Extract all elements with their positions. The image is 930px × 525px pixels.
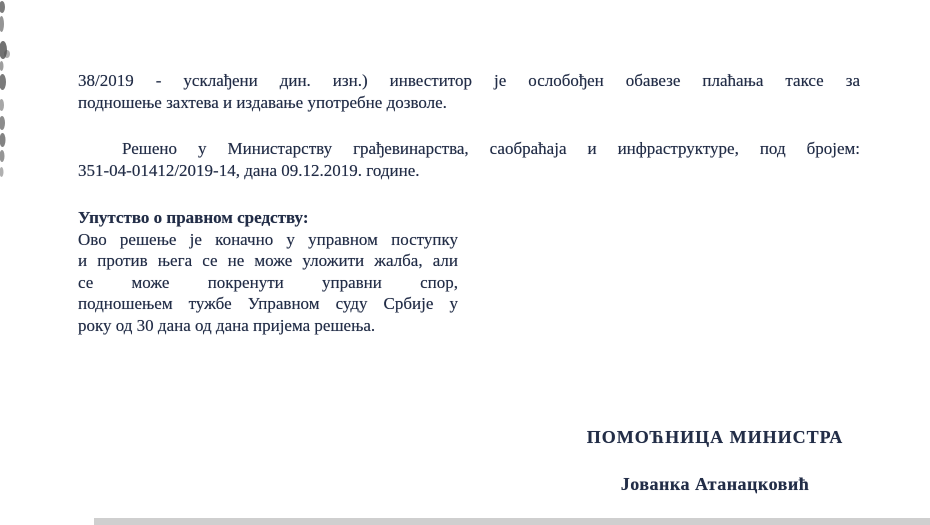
legal-remedy-notice xyxy=(78,207,458,336)
text-line: и против њега се не може уложити жалба, али xyxy=(78,251,458,270)
left-edge-scan-marks xyxy=(0,0,14,190)
text-line: 351-04-01412/2019-14, дана 09.12.2019. године. xyxy=(78,160,420,180)
body-paragraph-2 xyxy=(78,138,860,181)
body-paragraph-1 xyxy=(78,70,860,113)
text-line: Решено у Министарству грађевинарства, саобраћаја и инфраструктуре, под бројем: xyxy=(122,139,860,158)
text-line: подношење захтева и издавање употребне дозволе. xyxy=(78,92,447,112)
text-line: подношењем тужбе Управном суду Србије у xyxy=(78,294,458,313)
notice-heading: Упутство о правном средству: xyxy=(78,208,309,227)
bottom-page-edge xyxy=(94,518,930,525)
text-line: 38/2019 - усклађени дин. изн.) инвеститор је ослобођен обавезе плаћања таксе за xyxy=(78,71,860,90)
signatory-name: Јованка Атанацковић xyxy=(620,474,810,494)
text-line: се може покренути управни спор, xyxy=(78,272,458,292)
text-line: Ово решење је коначно у управном поступку xyxy=(78,229,458,249)
signature-role-title: ПОМОЋНИЦА МИНИСТРА xyxy=(586,427,844,447)
text-line: року од 30 дана од дана пријема решења. xyxy=(78,315,376,335)
